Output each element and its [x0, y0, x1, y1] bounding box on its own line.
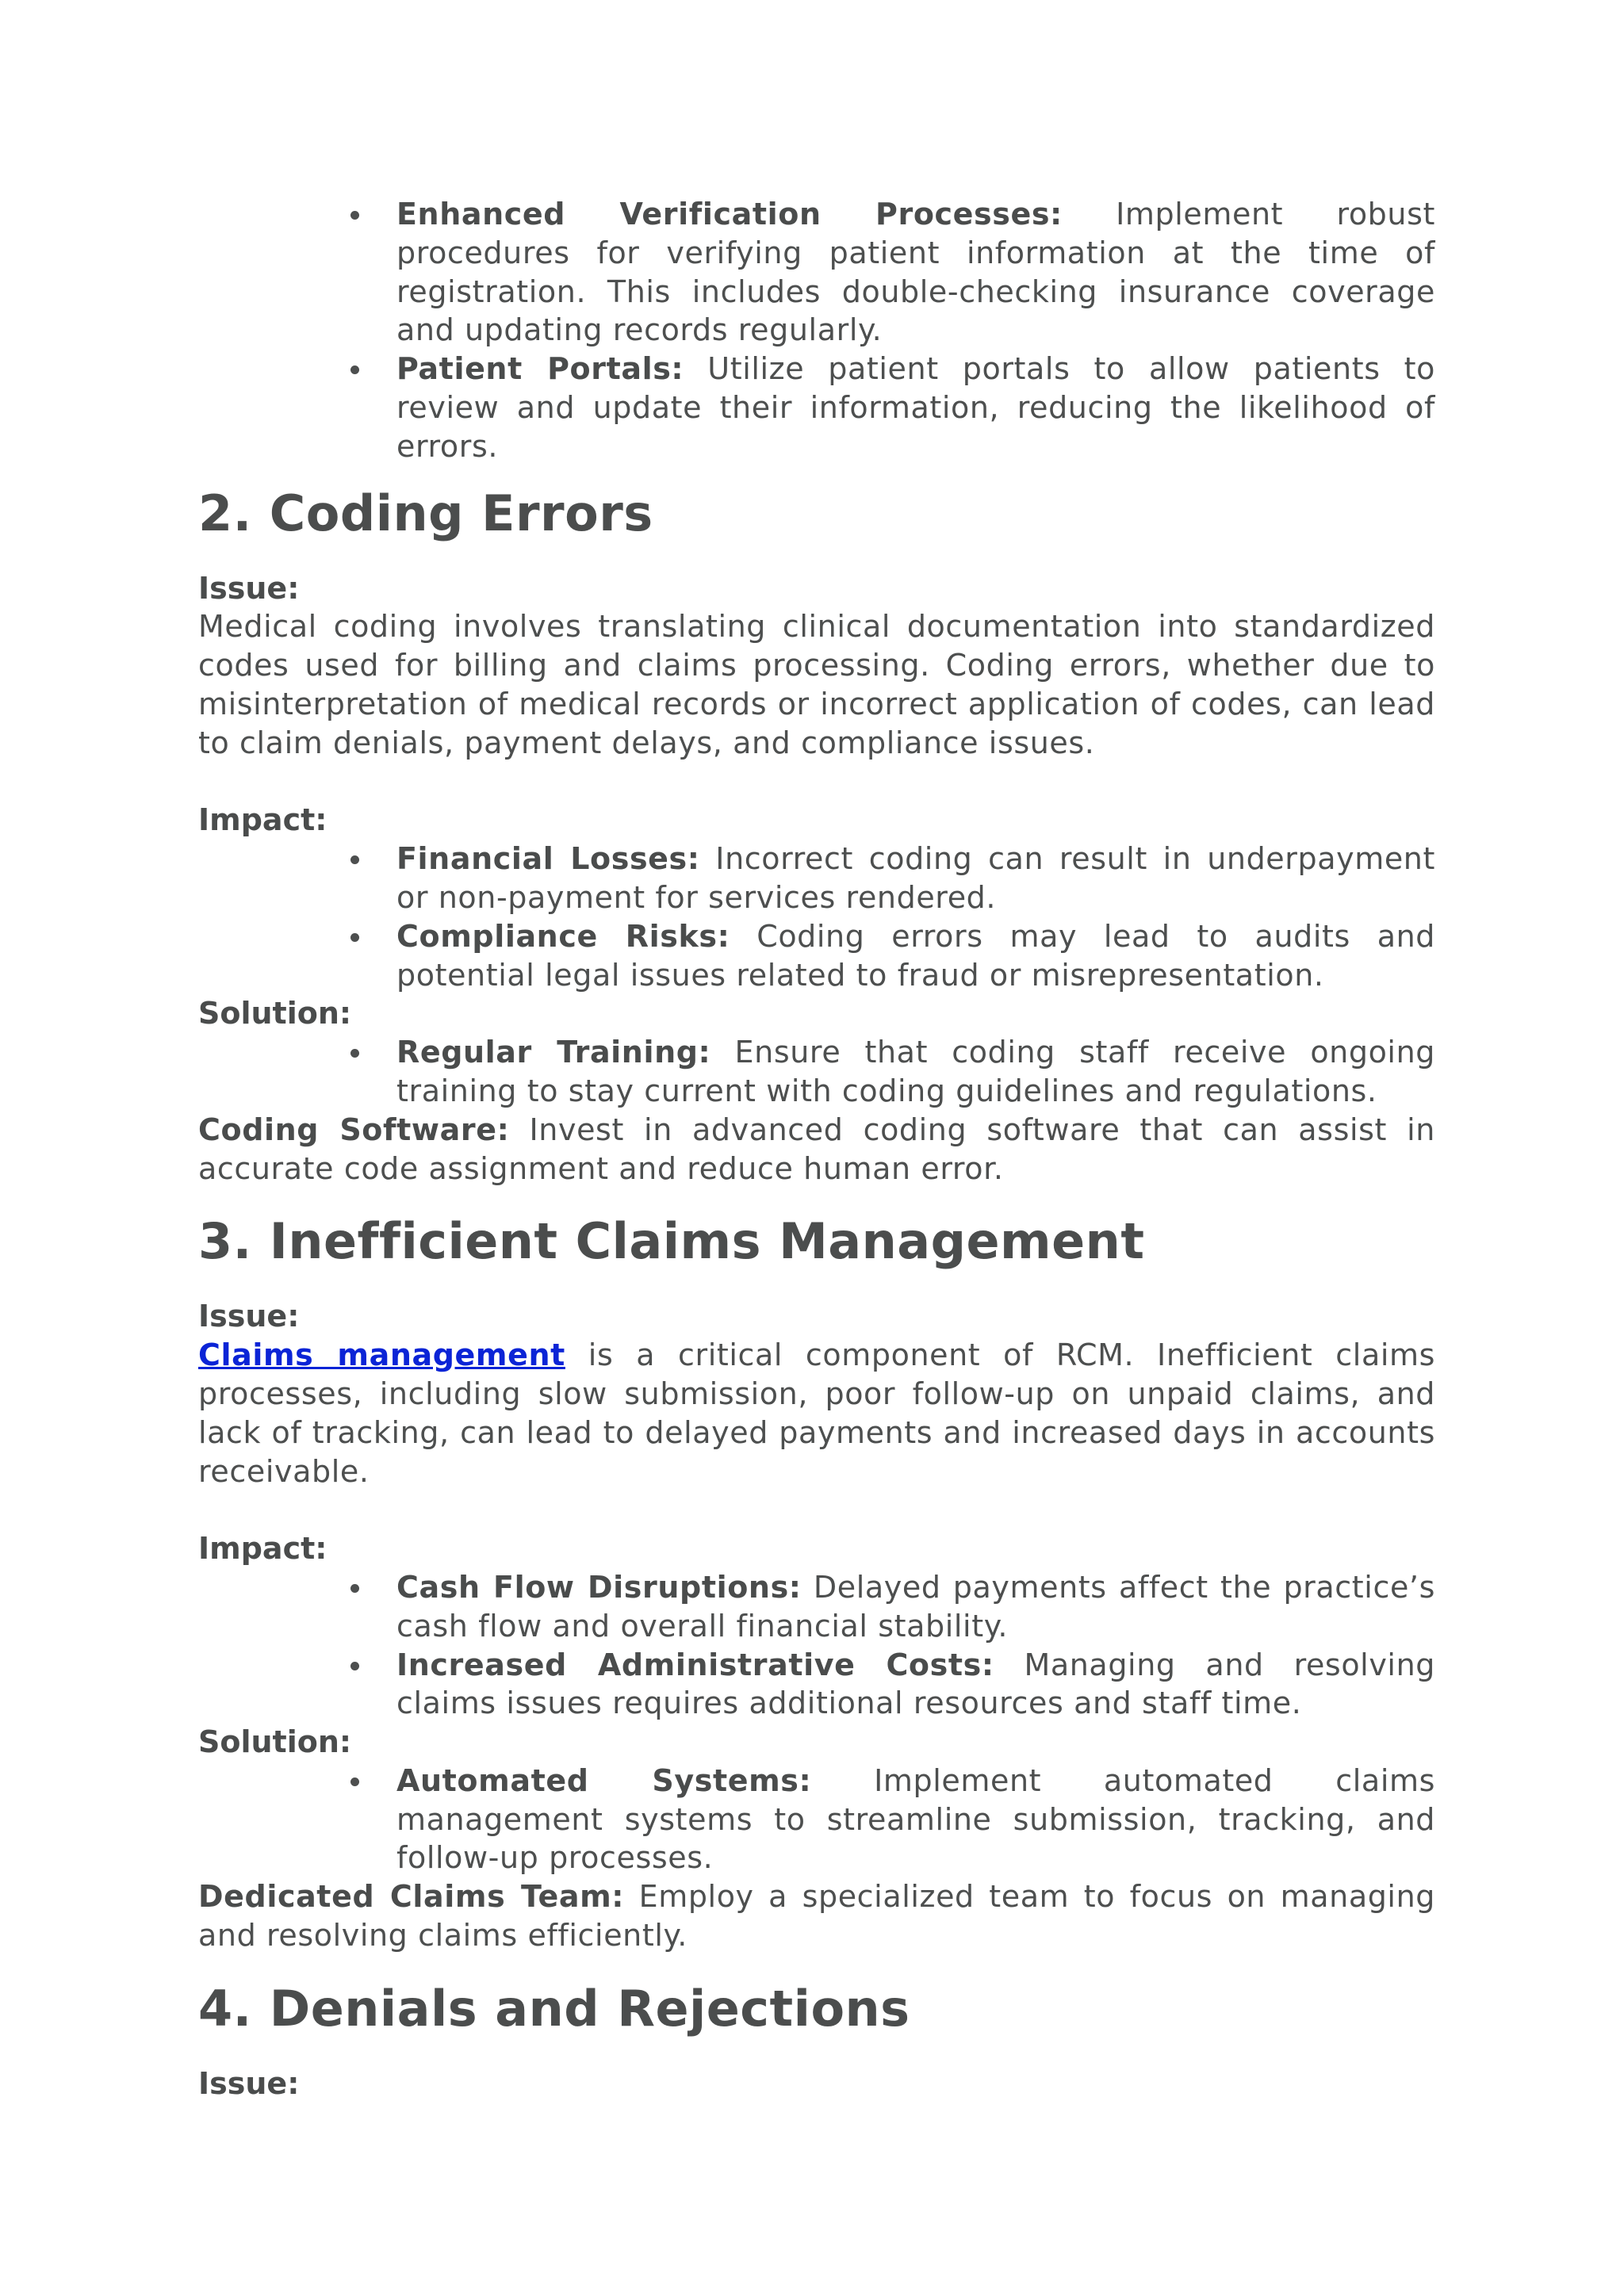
solution-bullet-list	[198, 1762, 1435, 1877]
bullet-term: Compliance Risks:	[396, 918, 730, 954]
solution-text: Employ a specialized team to focus on managing and resolving claims efficiently.	[198, 1879, 1435, 1954]
issue-label: Issue:	[198, 570, 300, 606]
bullet-text: Coding errors may lead to audits and potential legal issues related to fraud or misrepresentation.	[396, 918, 1435, 993]
solution-text: Invest in advanced coding software that can assist in accurate code assignment and reduce human error.	[198, 1112, 1435, 1186]
solution-term: Coding Software:	[198, 1112, 510, 1147]
document-page	[198, 195, 1435, 2103]
bullet-term: Increased Administrative Costs:	[396, 1647, 994, 1682]
impact-label: Impact:	[198, 802, 327, 838]
bullet-text: Implement robust procedures for verifying patient information at the time of registration. This includes double-checking insurance coverage and updating records regularly.	[396, 197, 1435, 348]
list-item	[396, 1762, 1435, 1877]
solution-label: Solution:	[198, 1724, 352, 1760]
section1-bullet-list	[198, 195, 1435, 466]
impact-bullet-list	[198, 1568, 1435, 1723]
list-item	[396, 1033, 1435, 1111]
solution-term: Dedicated Claims Team:	[198, 1879, 625, 1915]
bullet-term: Automated Systems:	[396, 1762, 812, 1798]
bullet-text: Ensure that coding staff receive ongoing training to stay current with coding guidelines and regulations.	[396, 1035, 1435, 1108]
solution-paragraph	[198, 1877, 1435, 1955]
list-item	[396, 195, 1435, 350]
bullet-text: Delayed payments affect the practice’s cash flow and overall financial stability.	[396, 1569, 1435, 1644]
list-item	[396, 840, 1435, 917]
issue-text: is a critical component of RCM. Inefficient claims processes, including slow submission, poor follow-up on unpaid claims, and lack of tracking, can lead to delayed payments and increased days in accounts receivable.	[198, 1337, 1436, 1489]
section-heading-denials-rejections: 4. Denials and Rejections	[198, 1979, 910, 2038]
solution-paragraph	[198, 1111, 1435, 1188]
issue-label: Issue:	[198, 1299, 300, 1334]
bullet-term: Cash Flow Disruptions:	[396, 1569, 802, 1605]
bullet-term: Enhanced Verification Processes:	[396, 197, 1063, 232]
list-item	[396, 1646, 1435, 1724]
spacer	[198, 1490, 1435, 1529]
bullet-term: Regular Training:	[396, 1035, 711, 1070]
solution-bullet-list	[198, 1033, 1435, 1111]
list-item	[396, 350, 1435, 465]
list-item	[396, 917, 1435, 995]
bullet-text: Incorrect coding can result in underpayment or non-payment for services rendered.	[396, 841, 1435, 915]
list-item	[396, 1568, 1435, 1646]
bullet-text: Implement automated claims management systems to streamline submission, tracking, and follow-up processes.	[396, 1762, 1435, 1876]
solution-label: Solution:	[198, 996, 352, 1031]
issue-paragraph	[198, 1336, 1435, 1490]
bullet-term: Patient Portals:	[396, 351, 684, 387]
section-heading-coding-errors: 2. Coding Errors	[198, 484, 653, 542]
section-heading-claims-management: 3. Inefficient Claims Management	[198, 1212, 1145, 1271]
claims-management-link[interactable]: Claims management	[198, 1337, 565, 1373]
impact-label: Impact:	[198, 1531, 327, 1567]
issue-label: Issue:	[198, 2065, 300, 2101]
bullet-text: Utilize patient portals to allow patients to review and update their information, reducing the likelihood of errors.	[396, 351, 1436, 464]
issue-paragraph: Medical coding involves translating clinical documentation into standardized codes used for billing and claims processing. Coding errors, whether due to misinterpretation of medical records or incorrect application of codes, can lead to claim denials, payment delays, and compliance issues.	[198, 609, 1435, 760]
spacer	[198, 763, 1435, 802]
impact-bullet-list	[198, 840, 1435, 994]
bullet-text: Managing and resolving claims issues requires additional resources and staff time.	[396, 1647, 1435, 1721]
bullet-term: Financial Losses:	[396, 841, 700, 877]
